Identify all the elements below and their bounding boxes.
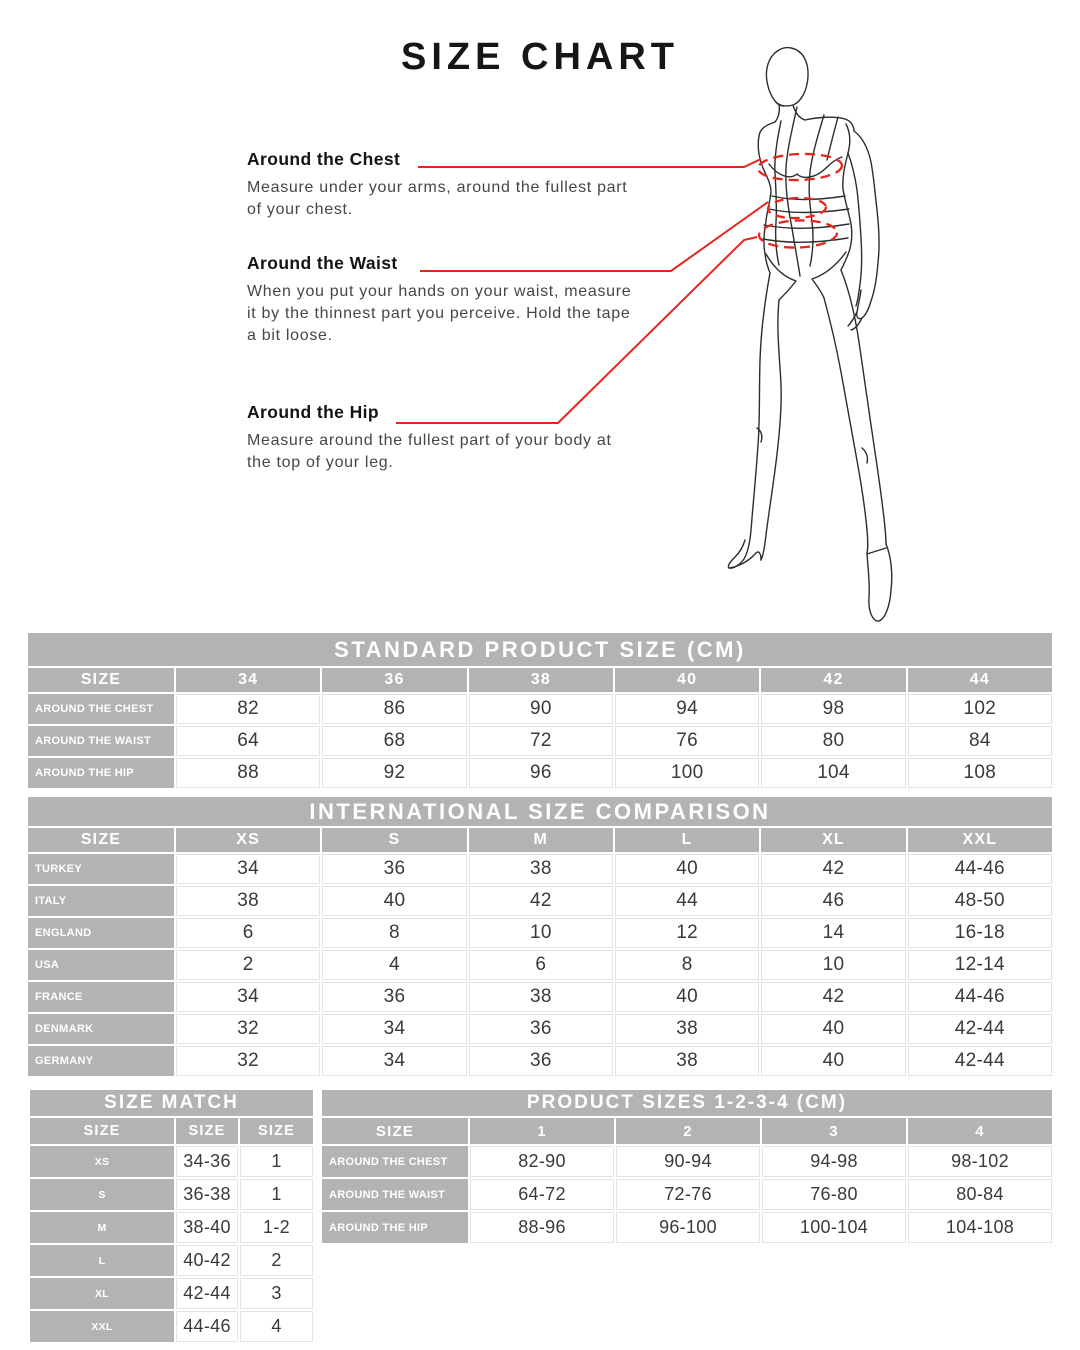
column-header: 38	[469, 668, 613, 692]
chest-guide-heading: Around the Chest	[247, 149, 401, 169]
row-label: XS	[30, 1146, 174, 1177]
table-cell: 14	[761, 918, 905, 948]
table-cell: 4	[322, 950, 466, 980]
row-label: AROUND THE WAIST	[322, 1179, 468, 1210]
table-cell: 38	[469, 982, 613, 1012]
column-header: 42	[761, 668, 905, 692]
international-size-comparison-table	[28, 797, 1052, 1076]
table-cell: 1-2	[240, 1212, 313, 1243]
table-cell: 88	[176, 758, 320, 788]
table-cell: 34	[176, 982, 320, 1012]
table-cell: 108	[908, 758, 1052, 788]
row-label: FRANCE	[28, 982, 174, 1012]
table-cell: 46	[761, 886, 905, 916]
row-label: AROUND THE HIP	[322, 1212, 468, 1243]
table-cell: 84	[908, 726, 1052, 756]
table-cell: 88-96	[470, 1212, 614, 1243]
hip-guide-description: Measure around the fullest part of your body at the top of your leg.	[247, 432, 612, 471]
row-label: USA	[28, 950, 174, 980]
hip-measure-ellipse	[759, 219, 838, 249]
table-cell: 104-108	[908, 1212, 1052, 1243]
table-cell: 96	[469, 758, 613, 788]
table-cell: 40	[615, 982, 759, 1012]
table-cell: 44-46	[908, 982, 1052, 1012]
table-cell: 36	[322, 854, 466, 884]
table-title: PRODUCT SIZES 1-2-3-4 (CM)	[322, 1090, 1052, 1116]
table-cell: 86	[322, 694, 466, 724]
table-cell: 40-42	[176, 1245, 238, 1276]
column-header: M	[469, 828, 613, 852]
table-cell: 12	[615, 918, 759, 948]
row-label: DENMARK	[28, 1014, 174, 1044]
waist-measure-guide	[247, 253, 637, 347]
column-header: XS	[176, 828, 320, 852]
column-header: 44	[908, 668, 1052, 692]
table-cell: 2	[240, 1245, 313, 1276]
table-cell: 40	[761, 1014, 905, 1044]
table-cell: 68	[322, 726, 466, 756]
column-header: 2	[616, 1118, 760, 1144]
column-header: XL	[761, 828, 905, 852]
table-cell: 82-90	[470, 1146, 614, 1177]
table-cell: 90-94	[616, 1146, 760, 1177]
row-label: AROUND THE WAIST	[28, 726, 174, 756]
table-cell: 32	[176, 1014, 320, 1044]
table-cell: 36	[322, 982, 466, 1012]
table-cell: 80	[761, 726, 905, 756]
column-header: 36	[322, 668, 466, 692]
table-cell: 64-72	[470, 1179, 614, 1210]
column-header: 34	[176, 668, 320, 692]
table-cell: 64	[176, 726, 320, 756]
table-cell: 76	[615, 726, 759, 756]
table-cell: 4	[240, 1311, 313, 1342]
table-cell: 44-46	[176, 1311, 238, 1342]
table-cell: 34	[322, 1014, 466, 1044]
table-cell: 92	[322, 758, 466, 788]
product-sizes-1-2-3-4-table	[322, 1090, 1052, 1243]
row-label: AROUND THE HIP	[28, 758, 174, 788]
table-cell: 2	[176, 950, 320, 980]
size-match-table	[30, 1090, 313, 1342]
table-title: SIZE MATCH	[30, 1090, 313, 1116]
table-cell: 72	[469, 726, 613, 756]
table-cell: 6	[469, 950, 613, 980]
waist-guide-description: When you put your hands on your waist, measure it by the thinnest part you perceive. Hold the tape a bit loose.	[247, 283, 632, 344]
table-cell: 94-98	[762, 1146, 906, 1177]
standard-product-size-table	[28, 633, 1052, 788]
chest-measure-guide	[247, 149, 637, 221]
table-cell: 12-14	[908, 950, 1052, 980]
column-header: 3	[762, 1118, 906, 1144]
table-cell: 38	[615, 1046, 759, 1076]
table-cell: 38	[615, 1014, 759, 1044]
table-cell: 44	[615, 886, 759, 916]
column-header: L	[615, 828, 759, 852]
table-cell: 100-104	[762, 1212, 906, 1243]
row-label: M	[30, 1212, 174, 1243]
column-header: XXL	[908, 828, 1052, 852]
row-label: ITALY	[28, 886, 174, 916]
column-header: 4	[908, 1118, 1052, 1144]
column-header: SIZE	[30, 1118, 174, 1144]
table-cell: 38-40	[176, 1212, 238, 1243]
table-cell: 40	[761, 1046, 905, 1076]
table-cell: 90	[469, 694, 613, 724]
row-label: AROUND THE CHEST	[322, 1146, 468, 1177]
table-cell: 6	[176, 918, 320, 948]
table-cell: 8	[615, 950, 759, 980]
table-cell: 72-76	[616, 1179, 760, 1210]
row-label: ENGLAND	[28, 918, 174, 948]
table-cell: 42	[469, 886, 613, 916]
table-cell: 34	[176, 854, 320, 884]
table-cell: 8	[322, 918, 466, 948]
table-cell: 36-38	[176, 1179, 238, 1210]
table-cell: 100	[615, 758, 759, 788]
table-cell: 10	[761, 950, 905, 980]
corner-header: SIZE	[28, 668, 174, 692]
table-cell: 1	[240, 1146, 313, 1177]
page-title: SIZE CHART	[401, 36, 679, 78]
table-cell: 48-50	[908, 886, 1052, 916]
row-label: AROUND THE CHEST	[28, 694, 174, 724]
table-cell: 42-44	[908, 1014, 1052, 1044]
table-cell: 40	[615, 854, 759, 884]
table-cell: 38	[469, 854, 613, 884]
waist-guide-heading: Around the Waist	[247, 253, 398, 273]
row-label: S	[30, 1179, 174, 1210]
table-cell: 36	[469, 1046, 613, 1076]
table-cell: 34	[322, 1046, 466, 1076]
table-title: INTERNATIONAL SIZE COMPARISON	[28, 797, 1052, 826]
table-title: STANDARD PRODUCT SIZE (CM)	[28, 633, 1052, 666]
hip-measure-guide	[247, 402, 637, 474]
table-cell: 42-44	[908, 1046, 1052, 1076]
table-cell: 98-102	[908, 1146, 1052, 1177]
row-label: L	[30, 1245, 174, 1276]
column-header: S	[322, 828, 466, 852]
table-cell: 98	[761, 694, 905, 724]
chest-guide-description: Measure under your arms, around the fullest part of your chest.	[247, 179, 628, 218]
row-label: XL	[30, 1278, 174, 1309]
row-label: TURKEY	[28, 854, 174, 884]
column-header: SIZE	[240, 1118, 313, 1144]
table-cell: 104	[761, 758, 905, 788]
column-header: 40	[615, 668, 759, 692]
table-cell: 1	[240, 1179, 313, 1210]
table-cell: 82	[176, 694, 320, 724]
table-cell: 16-18	[908, 918, 1052, 948]
table-cell: 80-84	[908, 1179, 1052, 1210]
table-cell: 36	[469, 1014, 613, 1044]
table-cell: 94	[615, 694, 759, 724]
column-header: 1	[470, 1118, 614, 1144]
table-cell: 96-100	[616, 1212, 760, 1243]
fashion-croquis-icon	[728, 48, 891, 621]
table-cell: 38	[176, 886, 320, 916]
corner-header: SIZE	[322, 1118, 468, 1144]
table-cell: 3	[240, 1278, 313, 1309]
table-cell: 10	[469, 918, 613, 948]
chest-measure-ellipse	[758, 153, 843, 182]
column-header: SIZE	[176, 1118, 238, 1144]
row-label: GERMANY	[28, 1046, 174, 1076]
row-label: XXL	[30, 1311, 174, 1342]
table-cell: 42-44	[176, 1278, 238, 1309]
table-cell: 42	[761, 982, 905, 1012]
corner-header: SIZE	[28, 828, 174, 852]
table-cell: 44-46	[908, 854, 1052, 884]
table-cell: 102	[908, 694, 1052, 724]
table-cell: 42	[761, 854, 905, 884]
table-cell: 32	[176, 1046, 320, 1076]
table-cell: 76-80	[762, 1179, 906, 1210]
table-cell: 40	[322, 886, 466, 916]
table-cell: 34-36	[176, 1146, 238, 1177]
hip-guide-heading: Around the Hip	[247, 402, 379, 422]
